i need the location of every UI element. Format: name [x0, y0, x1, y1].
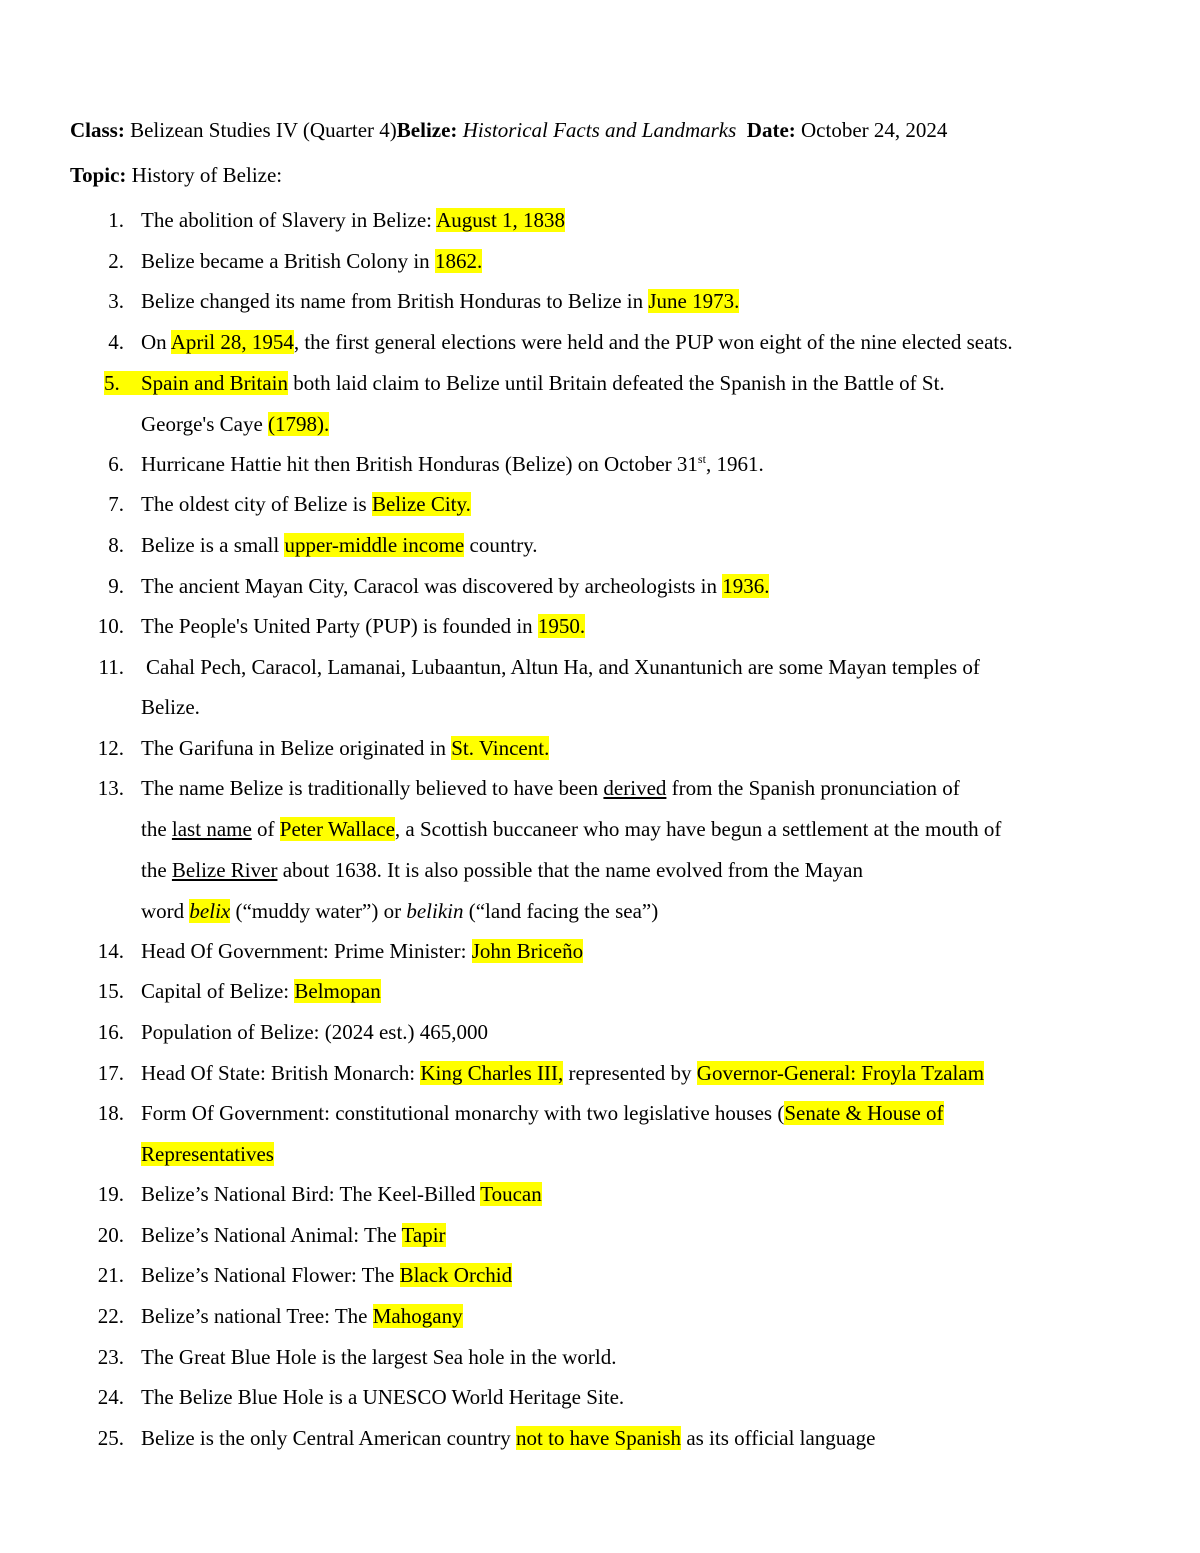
item-number: 22.: [97, 1304, 124, 1328]
item-text: Belize’s National Flower: The: [141, 1263, 400, 1287]
highlighted-text: Peter Wallace: [279, 817, 395, 841]
header-line: [70, 116, 947, 144]
item-text: country.: [464, 533, 538, 557]
item-text: Belize’s national Tree: The: [141, 1304, 373, 1328]
item-text: On: [141, 330, 171, 354]
highlighted-text: 1862.: [434, 249, 483, 273]
belize-label: Belize:: [396, 118, 458, 142]
item-number: 12.: [97, 736, 124, 760]
item-text: The Garifuna in Belize originated in: [141, 736, 452, 760]
highlighted-text: St. Vincent.: [451, 736, 550, 760]
item-number: 15.: [97, 979, 124, 1003]
class-value: Belizean Studies IV (Quarter 4): [124, 118, 397, 142]
item-text: Belize changed its name from British Honduras to Belize in: [141, 289, 649, 313]
topic-line: [70, 161, 282, 189]
item-number: 7.: [108, 492, 124, 516]
item-text: Form Of Government: constitutional monarchy with two legislative houses (: [141, 1101, 785, 1125]
item-number: 4.: [108, 330, 124, 354]
item-text: , the first general elections were held and the PUP won eight of the nine elected seats.: [293, 330, 1013, 354]
item-number: 10.: [97, 614, 124, 638]
highlighted-text: Belmopan: [294, 979, 381, 1003]
highlighted-text: June 1973.: [648, 289, 740, 313]
highlighted-text: Black Orchid: [399, 1263, 513, 1287]
date-label: Date:: [746, 118, 796, 142]
item-text: Belize.: [141, 695, 200, 719]
item-text: Belize became a British Colony in: [141, 249, 435, 273]
item-number: 23.: [97, 1345, 124, 1369]
item-text: Capital of Belize:: [141, 979, 295, 1003]
item-text: The name Belize is traditionally believed to have been: [141, 776, 604, 800]
item-text: Head Of State: British Monarch:: [141, 1061, 421, 1085]
item-number: 14.: [97, 939, 124, 963]
highlighted-text: 1950.: [537, 614, 586, 638]
item-text: Belize is a small: [141, 533, 285, 557]
item-text: both laid claim to Belize until Britain defeated the Spanish in the Battle of St.: [287, 371, 945, 395]
item-text: word: [141, 899, 190, 923]
highlighted-text: 1936.: [722, 574, 770, 598]
highlighted-text: Tapir: [401, 1223, 446, 1247]
item-number: 25.: [97, 1426, 124, 1450]
item-text: as its official language: [681, 1426, 876, 1450]
item-text: The Belize Blue Hole is a UNESCO World Heritage Site.: [141, 1385, 625, 1409]
item-text: The oldest city of Belize is: [141, 492, 372, 516]
item-number: 16.: [97, 1020, 124, 1044]
italic-text: belikin: [406, 899, 464, 923]
item-text: The Great Blue Hole is the largest Sea hole in the world.: [141, 1345, 617, 1369]
item-text: (“muddy water”) or: [230, 899, 407, 923]
item-number: 6.: [108, 452, 124, 476]
item-text: Belize’s National Animal: The: [141, 1223, 402, 1247]
item-text: George's Caye: [141, 412, 269, 436]
item-text: , 1961.: [705, 452, 764, 476]
item-text: The ancient Mayan City, Caracol was discovered by archeologists in: [141, 574, 723, 598]
highlighted-text: April 28, 1954: [170, 330, 294, 354]
underlined-text: last name: [171, 817, 252, 841]
highlighted-text: John Briceño: [471, 939, 584, 963]
item-text: The abolition of Slavery in Belize:: [141, 208, 437, 232]
underlined-text: derived: [603, 776, 667, 800]
highlighted-text: August 1, 1838: [436, 208, 566, 232]
item-text: of: [251, 817, 280, 841]
item-number: 24.: [97, 1385, 124, 1409]
item-number: 21.: [97, 1263, 124, 1287]
date-value: October 24, 2024: [795, 118, 948, 142]
underlined-text: Belize River: [171, 858, 278, 882]
item-text: Population of Belize: (2024 est.) 465,000: [141, 1020, 489, 1044]
highlighted-text: Toucan: [480, 1182, 542, 1206]
item-text: Belize’s National Bird: The Keel-Billed: [141, 1182, 481, 1206]
item-text: The People's United Party (PUP) is founded in: [141, 614, 538, 638]
item-text: about 1638. It is also possible that the name evolved from the Mayan: [277, 858, 863, 882]
item-text: represented by: [563, 1061, 697, 1085]
item-text: Hurricane Hattie hit then British Honduras (Belize) on October 31: [141, 452, 698, 476]
item-text: (“land facing the sea”): [463, 899, 659, 923]
item-number: 2.: [108, 249, 124, 273]
item-number: 20.: [97, 1223, 124, 1247]
item-text: Head Of Government: Prime Minister:: [141, 939, 472, 963]
item-text: Belize is the only Central American country: [141, 1426, 516, 1450]
item-text: the: [141, 858, 172, 882]
item-number: 18.: [97, 1101, 124, 1125]
highlighted-text: Belize City.: [371, 492, 471, 516]
highlighted-text: belix: [189, 899, 231, 923]
item-number: 8.: [108, 533, 124, 557]
superscript: st: [697, 452, 706, 466]
highlighted-text: (1798).: [268, 412, 330, 436]
highlighted-text: upper-middle income: [284, 533, 465, 557]
item-number: 9.: [108, 574, 124, 598]
highlighted-text: Governor-General: Froyla Tzalam: [696, 1061, 985, 1085]
item-number: 19.: [97, 1182, 124, 1206]
highlighted-text: Representatives: [141, 1142, 274, 1166]
highlighted-text: Senate & House of: [784, 1101, 944, 1125]
item-number: 5.: [104, 371, 120, 395]
class-label: Class:: [70, 118, 125, 142]
highlighted-text: not to have Spanish: [515, 1426, 682, 1450]
item-text: from the Spanish pronunciation of: [666, 776, 960, 800]
item-number: 3.: [108, 289, 124, 313]
item-number: 17.: [97, 1061, 124, 1085]
item-text: Cahal Pech, Caracol, Lamanai, Lubaantun, Altun Ha, and Xunantunich are some Mayan temples of: [146, 655, 980, 679]
item-number: 1.: [108, 208, 124, 232]
highlighted-text: Mahogany: [372, 1304, 463, 1328]
document-title: Historical Facts and Landmarks: [457, 118, 737, 142]
item-text: the: [141, 817, 172, 841]
highlighted-text: Spain and Britain: [141, 371, 288, 395]
highlighted-text: King Charles III,: [420, 1061, 564, 1085]
item-text: , a Scottish buccaneer who may have begun a settlement at the mouth of: [394, 817, 1002, 841]
item-number: 13.: [97, 776, 124, 800]
item-number: 11.: [98, 655, 124, 679]
topic-value: History of Belize:: [126, 163, 283, 187]
topic-label: Topic:: [70, 163, 127, 187]
